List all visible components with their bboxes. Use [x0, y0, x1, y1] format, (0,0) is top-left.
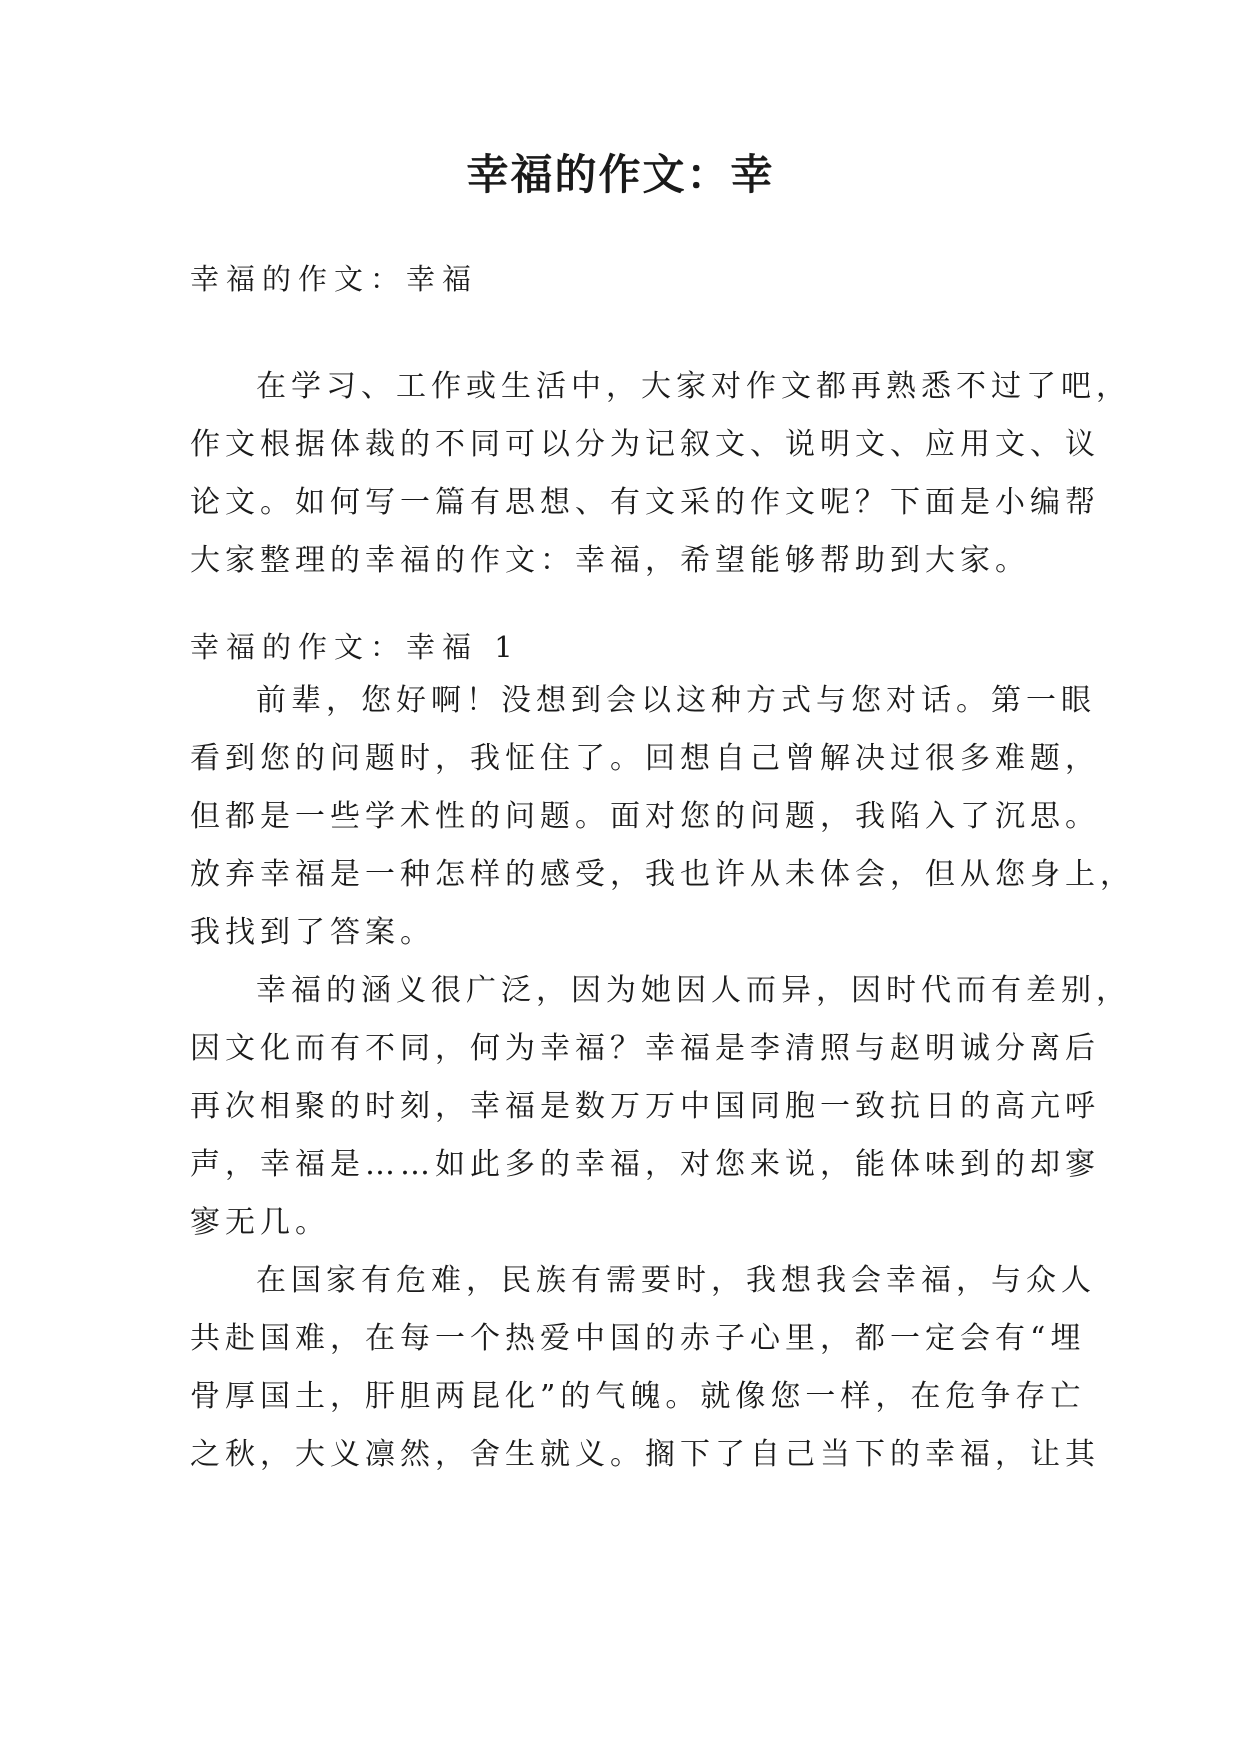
paragraph-line: 声，幸福是……如此多的幸福，对您来说，能体味到的却寥 — [190, 1147, 1100, 1182]
paragraph-line: 寥无几。 — [190, 1205, 330, 1240]
paragraph-2 — [190, 962, 1131, 1252]
paragraph-line: 放弃幸福是一种怎样的感受，我也许从未体会，但从您身上， — [190, 857, 1135, 892]
intro-line: 在学习、工作或生活中，大家对作文都再熟悉不过了吧， — [256, 369, 1131, 404]
paragraph-line: 共赴国难，在每一个热爱中国的赤子心里，都一定会有“埋 — [190, 1321, 1086, 1356]
intro-paragraph — [190, 358, 1131, 590]
intro-line: 大家整理的幸福的作文：幸福，希望能够帮助到大家。 — [190, 543, 1030, 578]
paragraph-line: 幸福的涵义很广泛，因为她因人而异，因时代而有差别， — [256, 973, 1131, 1008]
paragraph-1 — [190, 672, 1135, 962]
paragraph-line: 看到您的问题时，我怔住了。回想自己曾解决过很多难题， — [190, 741, 1100, 776]
paragraph-3 — [190, 1252, 1100, 1484]
intro-line: 作文根据体裁的不同可以分为记叙文、说明文、应用文、议 — [190, 427, 1100, 462]
paragraph-line: 我找到了答案。 — [190, 915, 435, 950]
paragraph-line: 之秋，大义凛然，舍生就义。搁下了自己当下的幸福，让其 — [190, 1437, 1100, 1472]
paragraph-line: 前辈，您好啊！没想到会以这种方式与您对话。第一眼 — [256, 683, 1096, 718]
paragraph-line: 因文化而有不同，何为幸福？幸福是李清照与赵明诚分离后 — [190, 1031, 1100, 1066]
document-subtitle: 幸福的作文：幸福 — [190, 262, 479, 296]
paragraph-line: 骨厚国土，肝胆两昆化”的气魄。就像您一样，在危争存亡 — [190, 1379, 1086, 1414]
paragraph-line: 再次相聚的时刻，幸福是数万万中国同胞一致抗日的高亢呼 — [190, 1089, 1100, 1124]
section-heading: 幸福的作文：幸福 1 — [190, 630, 520, 664]
paragraph-line: 在国家有危难，民族有需要时，我想我会幸福，与众人 — [256, 1263, 1096, 1298]
document-title: 幸福的作文：幸 — [466, 150, 775, 199]
paragraph-line: 但都是一些学术性的问题。面对您的问题，我陷入了沉思。 — [190, 799, 1100, 834]
intro-line: 论文。如何写一篇有思想、有文采的作文呢？下面是小编帮 — [190, 485, 1100, 520]
